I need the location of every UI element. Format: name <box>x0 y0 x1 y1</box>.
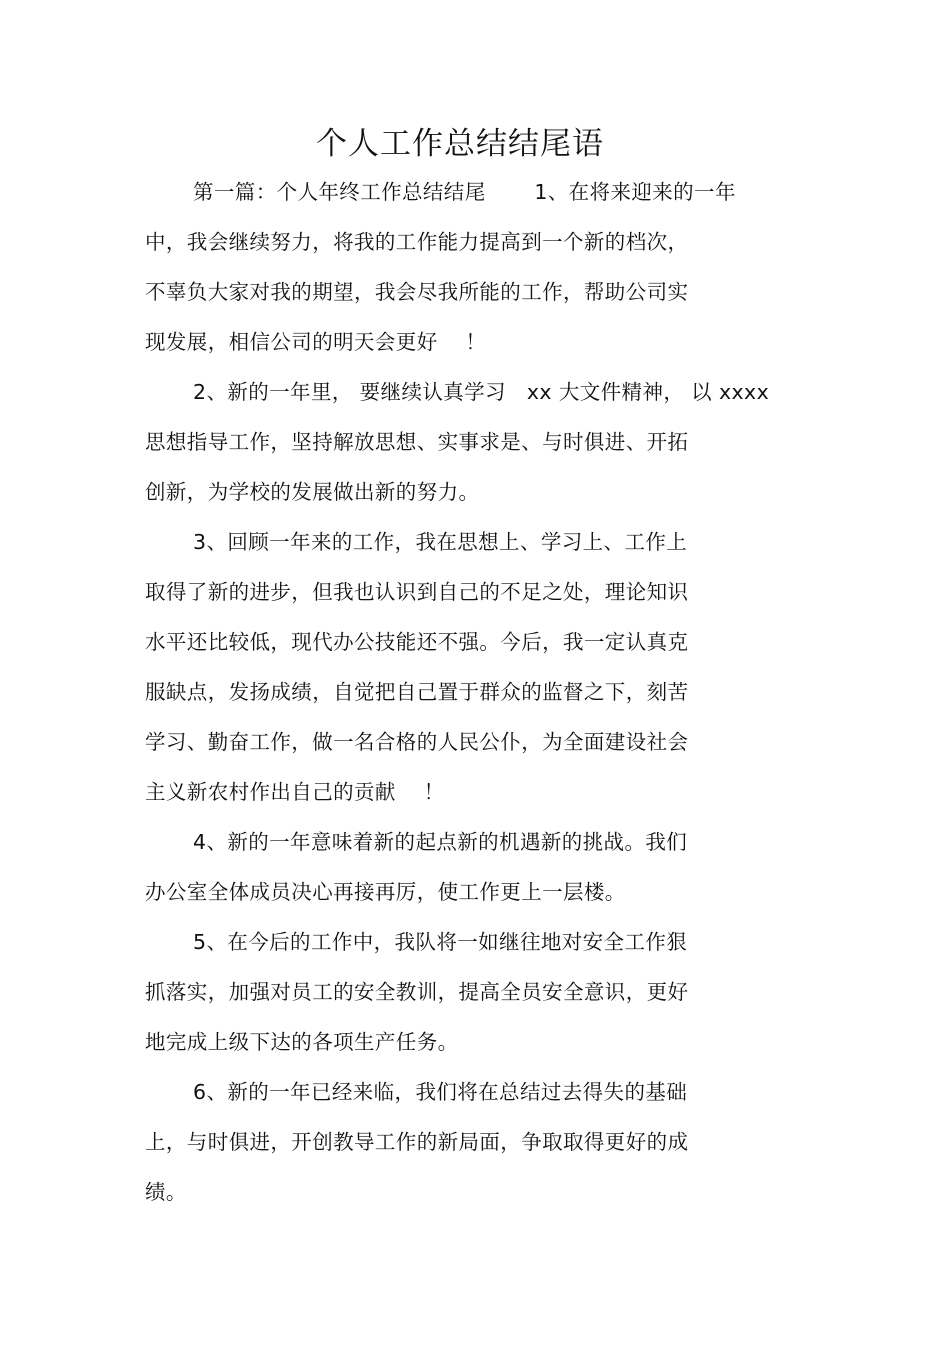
paragraph-4-line-1: 4、新的一年意味着新的起点新的机遇新的挑战。我们 <box>193 830 688 854</box>
paragraph-3-line-5: 学习、勤奋工作，做一名合格的人民公仆，为全面建设社会 <box>145 730 689 754</box>
paragraph-5-line-1: 5、在今后的工作中，我队将一如继往地对安全工作狠 <box>193 930 688 954</box>
paragraph-5-line-3: 地完成上级下达的各项生产任务。 <box>145 1030 459 1054</box>
paragraph-2-line-1: 2、新的一年里， 要继续认真学习 xx 大文件精神， 以 xxxx <box>193 380 770 404</box>
paragraph-6-line-2: 上，与时俱进，开创教导工作的新局面，争取取得更好的成 <box>145 1130 689 1154</box>
paragraph-1-line-3: 不辜负大家对我的期望，我会尽我所能的工作，帮助公司实 <box>145 280 689 304</box>
paragraph-3-line-2: 取得了新的进步，但我也认识到自己的不足之处，理论知识 <box>145 580 689 604</box>
paragraph-1-line-1: 第一篇：个人年终工作总结结尾 1、在将来迎来的一年 <box>193 180 736 204</box>
paragraph-1-line-2: 中，我会继续努力，将我的工作能力提高到一个新的档次， <box>145 230 689 254</box>
paragraph-2-line-2: 思想指导工作，坚持解放思想、实事求是、与时俱进、开拓 <box>145 430 689 454</box>
paragraph-6-line-3: 绩。 <box>145 1180 187 1204</box>
paragraph-1-line-4: 现发展，相信公司的明天会更好 ！ <box>145 330 487 354</box>
paragraph-4-line-2: 办公室全体成员决心再接再厉，使工作更上一层楼。 <box>145 880 626 904</box>
paragraph-5-line-2: 抓落实，加强对员工的安全教训，提高全员安全意识，更好 <box>145 980 689 1004</box>
paragraph-3-line-3: 水平还比较低，现代办公技能还不强。今后，我一定认真克 <box>145 630 689 654</box>
paragraph-6-line-1: 6、新的一年已经来临，我们将在总结过去得失的基础 <box>193 1080 688 1104</box>
document-title: 个人工作总结结尾语 <box>316 126 604 162</box>
paragraph-3-line-6: 主义新农村作出自己的贡献 ！ <box>145 780 445 804</box>
paragraph-2-line-3: 创新，为学校的发展做出新的努力。 <box>145 480 480 504</box>
paragraph-3-line-4: 服缺点，发扬成绩，自觉把自己置于群众的监督之下，刻苦 <box>145 680 689 704</box>
paragraph-3-line-1: 3、回顾一年来的工作，我在思想上、学习上、工作上 <box>193 530 688 554</box>
